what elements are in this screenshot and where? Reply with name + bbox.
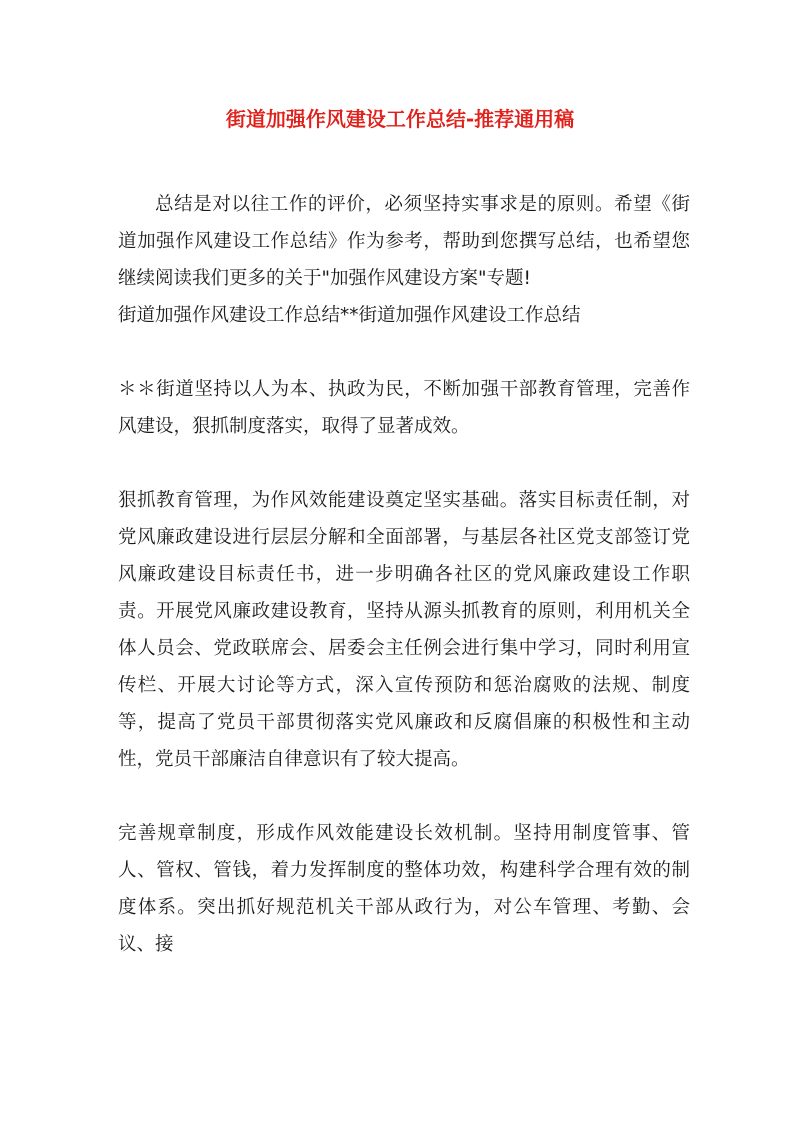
summary-paragraph: ＊＊街道坚持以人为本、执政为民，不断加强干部教育管理，完善作风建设，狠抓制度落实，取得了显著成效。	[118, 379, 690, 437]
document-body	[118, 186, 690, 963]
document-title: 街道加强作风建设工作总结-推荐通用稿	[225, 107, 575, 131]
subtitle-line: 街道加强作风建设工作总结**街道加强作风建设工作总结	[118, 305, 581, 326]
education-paragraph: 狠抓教育管理，为作风效能建设奠定坚实基础。落实目标责任制，对党风廉政建设进行层层分解和全面部署，与基层各社区党支部签订党风廉政建设目标责任书，进一步明确各社区的党风廉政建设工作职责。开展党风廉政建设教育，坚持从源头抓教育的原则，利用机关全体人员会、党政联席会、居委会主任例会进行集中学习，同时利用宣传栏、开展大讨论等方式，深入宣传预防和惩治腐败的法规、制度等，提高了党员干部贯彻落实党风廉政和反腐倡廉的积极性和主动性，党员干部廉洁自律意识有了较大提高。	[118, 490, 690, 770]
intro-paragraph: 总结是对以往工作的评价，必须坚持实事求是的原则。希望《街道加强作风建设工作总结》作为参考，帮助到您撰写总结，也希望您继续阅读我们更多的关于"加强作风建设方案"专题!	[118, 194, 690, 289]
regulation-paragraph: 完善规章制度，形成作风效能建设长效机制。坚持用制度管事、管人、管权、管钱，着力发挥制度的整体功效，构建科学合理有效的制度体系。突出抓好规范机关干部从政行为，对公车管理、考勤、会议、接	[118, 823, 690, 955]
